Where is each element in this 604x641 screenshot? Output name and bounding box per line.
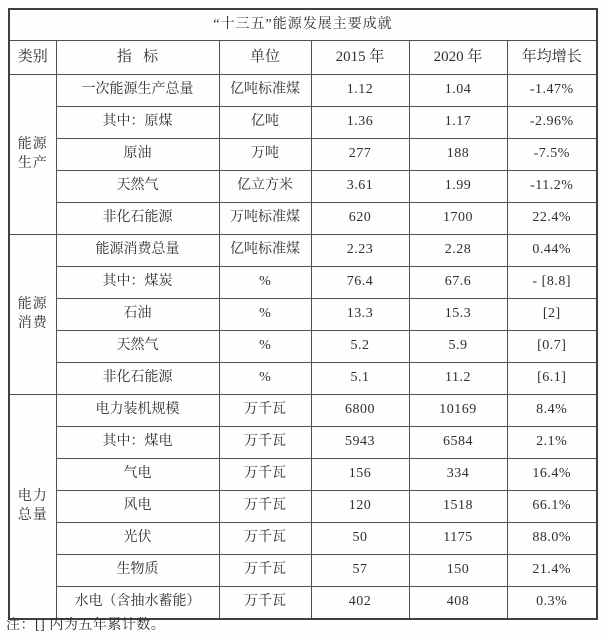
cell-2020: 1175	[409, 523, 507, 555]
col-header-2015: 2015 年	[311, 41, 409, 75]
cell-indicator: 非化石能源	[56, 203, 219, 235]
cell-2015: 120	[311, 491, 409, 523]
cell-growth: 66.1%	[507, 491, 597, 523]
cell-unit: 万千瓦	[219, 523, 311, 555]
category-cell-power-total: 电力总量	[9, 395, 56, 620]
cell-unit: 万千瓦	[219, 555, 311, 587]
table-header-row	[9, 41, 597, 75]
table-row	[9, 235, 597, 267]
cell-growth: 0.3%	[507, 587, 597, 620]
cell-2015: 5.1	[311, 363, 409, 395]
table-row	[9, 555, 597, 587]
cell-growth: 0.44%	[507, 235, 597, 267]
cell-growth: [0.7]	[507, 331, 597, 363]
cell-2015: 57	[311, 555, 409, 587]
category-cell-energy-production: 能源生产	[9, 75, 56, 235]
cell-2015: 5943	[311, 427, 409, 459]
cell-2015: 76.4	[311, 267, 409, 299]
cell-unit: %	[219, 331, 311, 363]
cell-indicator: 电力装机规模	[56, 395, 219, 427]
cell-indicator: 原油	[56, 139, 219, 171]
cell-2020: 188	[409, 139, 507, 171]
table-row	[9, 299, 597, 331]
cell-2020: 5.9	[409, 331, 507, 363]
cell-indicator: 其中：煤炭	[56, 267, 219, 299]
table-row	[9, 107, 597, 139]
col-header-category: 类别	[9, 41, 56, 75]
table-row	[9, 427, 597, 459]
cell-unit: 亿吨标准煤	[219, 75, 311, 107]
cell-indicator: 石油	[56, 299, 219, 331]
cell-unit: 万千瓦	[219, 427, 311, 459]
cell-indicator: 能源消费总量	[56, 235, 219, 267]
cell-2015: 13.3	[311, 299, 409, 331]
cell-2020: 1.17	[409, 107, 507, 139]
cell-unit: 亿立方米	[219, 171, 311, 203]
cell-growth: -11.2%	[507, 171, 597, 203]
footnote: 注：[] 内为五年累计数。	[6, 618, 166, 633]
cell-unit: 万千瓦	[219, 491, 311, 523]
cell-2015: 50	[311, 523, 409, 555]
cell-2015: 620	[311, 203, 409, 235]
cell-growth: - [8.8]	[507, 267, 597, 299]
cell-unit: %	[219, 267, 311, 299]
table-row	[9, 171, 597, 203]
table-title: “十三五”能源发展主要成就	[9, 9, 597, 41]
energy-achievements-table	[8, 8, 598, 620]
cell-2020: 2.28	[409, 235, 507, 267]
table-row	[9, 203, 597, 235]
cell-2020: 1518	[409, 491, 507, 523]
cell-2020: 6584	[409, 427, 507, 459]
cell-unit: 亿吨标准煤	[219, 235, 311, 267]
cell-2015: 6800	[311, 395, 409, 427]
table-title-row	[9, 9, 597, 41]
cell-2020: 1700	[409, 203, 507, 235]
cell-unit: %	[219, 299, 311, 331]
cell-growth: -2.96%	[507, 107, 597, 139]
cell-unit: 万吨标准煤	[219, 203, 311, 235]
cell-2020: 1.99	[409, 171, 507, 203]
cell-unit: 万千瓦	[219, 459, 311, 491]
cell-2015: 3.61	[311, 171, 409, 203]
cell-indicator: 水电（含抽水蓄能）	[56, 587, 219, 620]
cell-growth: -7.5%	[507, 139, 597, 171]
cell-2020: 408	[409, 587, 507, 620]
cell-unit: 万千瓦	[219, 395, 311, 427]
cell-growth: 22.4%	[507, 203, 597, 235]
col-header-growth: 年均增长	[507, 41, 597, 75]
cell-2015: 2.23	[311, 235, 409, 267]
col-header-indicator: 指 标	[56, 41, 219, 75]
cell-indicator: 天然气	[56, 331, 219, 363]
cell-unit: 万千瓦	[219, 587, 311, 620]
cell-indicator: 其中：原煤	[56, 107, 219, 139]
table-row	[9, 363, 597, 395]
cell-2020: 11.2	[409, 363, 507, 395]
cell-indicator: 气电	[56, 459, 219, 491]
category-cell-energy-consumption: 能源消费	[9, 235, 56, 395]
cell-growth: [6.1]	[507, 363, 597, 395]
cell-indicator: 光伏	[56, 523, 219, 555]
cell-2020: 334	[409, 459, 507, 491]
table-row	[9, 491, 597, 523]
cell-growth: 88.0%	[507, 523, 597, 555]
cell-indicator: 天然气	[56, 171, 219, 203]
col-header-2020: 2020 年	[409, 41, 507, 75]
cell-2015: 5.2	[311, 331, 409, 363]
table-row	[9, 267, 597, 299]
cell-unit: %	[219, 363, 311, 395]
cell-unit: 亿吨	[219, 107, 311, 139]
cell-2015: 156	[311, 459, 409, 491]
cell-2015: 1.36	[311, 107, 409, 139]
col-header-unit: 单位	[219, 41, 311, 75]
cell-2020: 15.3	[409, 299, 507, 331]
cell-2020: 67.6	[409, 267, 507, 299]
cell-2015: 402	[311, 587, 409, 620]
cell-growth: 8.4%	[507, 395, 597, 427]
cell-indicator: 其中：煤电	[56, 427, 219, 459]
cell-growth: 2.1%	[507, 427, 597, 459]
cell-indicator: 一次能源生产总量	[56, 75, 219, 107]
cell-2015: 277	[311, 139, 409, 171]
cell-growth: 16.4%	[507, 459, 597, 491]
cell-unit: 万吨	[219, 139, 311, 171]
table-row	[9, 75, 597, 107]
cell-2020: 150	[409, 555, 507, 587]
cell-2020: 1.04	[409, 75, 507, 107]
cell-2015: 1.12	[311, 75, 409, 107]
cell-indicator: 非化石能源	[56, 363, 219, 395]
cell-growth: -1.47%	[507, 75, 597, 107]
cell-indicator: 生物质	[56, 555, 219, 587]
cell-2020: 10169	[409, 395, 507, 427]
table-row	[9, 459, 597, 491]
cell-growth: [2]	[507, 299, 597, 331]
table-row	[9, 523, 597, 555]
cell-growth: 21.4%	[507, 555, 597, 587]
cell-indicator: 风电	[56, 491, 219, 523]
table-row	[9, 395, 597, 427]
table-row	[9, 139, 597, 171]
table-row	[9, 331, 597, 363]
